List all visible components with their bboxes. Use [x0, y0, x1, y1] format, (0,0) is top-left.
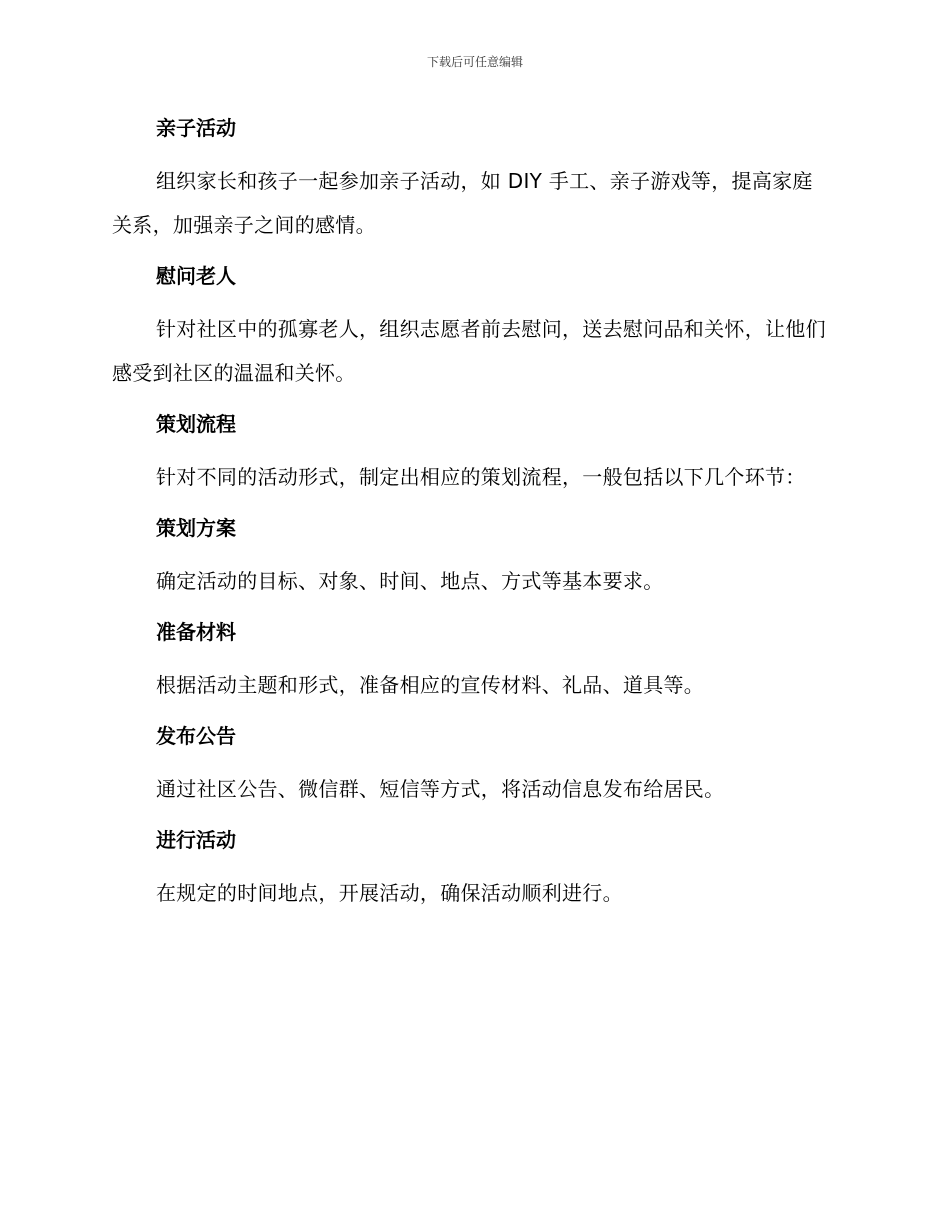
section-body-planning-scheme: 确定活动的目标、对象、时间、地点、方式等基本要求。: [156, 569, 664, 593]
section-body-planning-process: 针对不同的活动形式，制定出相应的策划流程，一般包括以下几个环节：: [156, 465, 806, 489]
section-body-publish-notice: 通过社区公告、微信群、短信等方式，将活动信息发布给居民。: [156, 777, 725, 801]
section-heading-prepare-materials: 准备材料: [156, 620, 236, 644]
section-heading-publish-notice: 发布公告: [156, 724, 236, 748]
section-heading-visit-elderly: 慰问老人: [156, 264, 236, 288]
section-body-parent-child: 组织家长和孩子一起参加亲子活动，如 DIY 手工、亲子游戏等，提高家庭关系，加强亲子之间的感情。: [112, 169, 813, 237]
document-body: [112, 108, 832, 924]
section-body-visit-elderly: 针对社区中的孤寡老人，组织志愿者前去慰问，送去慰问品和关怀，让他们感受到社区的温温和关怀。: [112, 317, 826, 385]
section-heading-planning-scheme: 策划方案: [156, 516, 236, 540]
page-header: 下载后可任意编辑: [426, 55, 523, 69]
section-heading-parent-child: 亲子活动: [156, 116, 236, 140]
section-body-prepare-materials: 根据活动主题和形式，准备相应的宣传材料、礼品、道具等。: [156, 673, 705, 697]
section-heading-conduct-activity: 进行活动: [156, 828, 236, 852]
section-body-conduct-activity: 在规定的时间地点，开展活动，确保活动顺利进行。: [156, 881, 623, 905]
section-heading-planning-process: 策划流程: [156, 412, 236, 436]
